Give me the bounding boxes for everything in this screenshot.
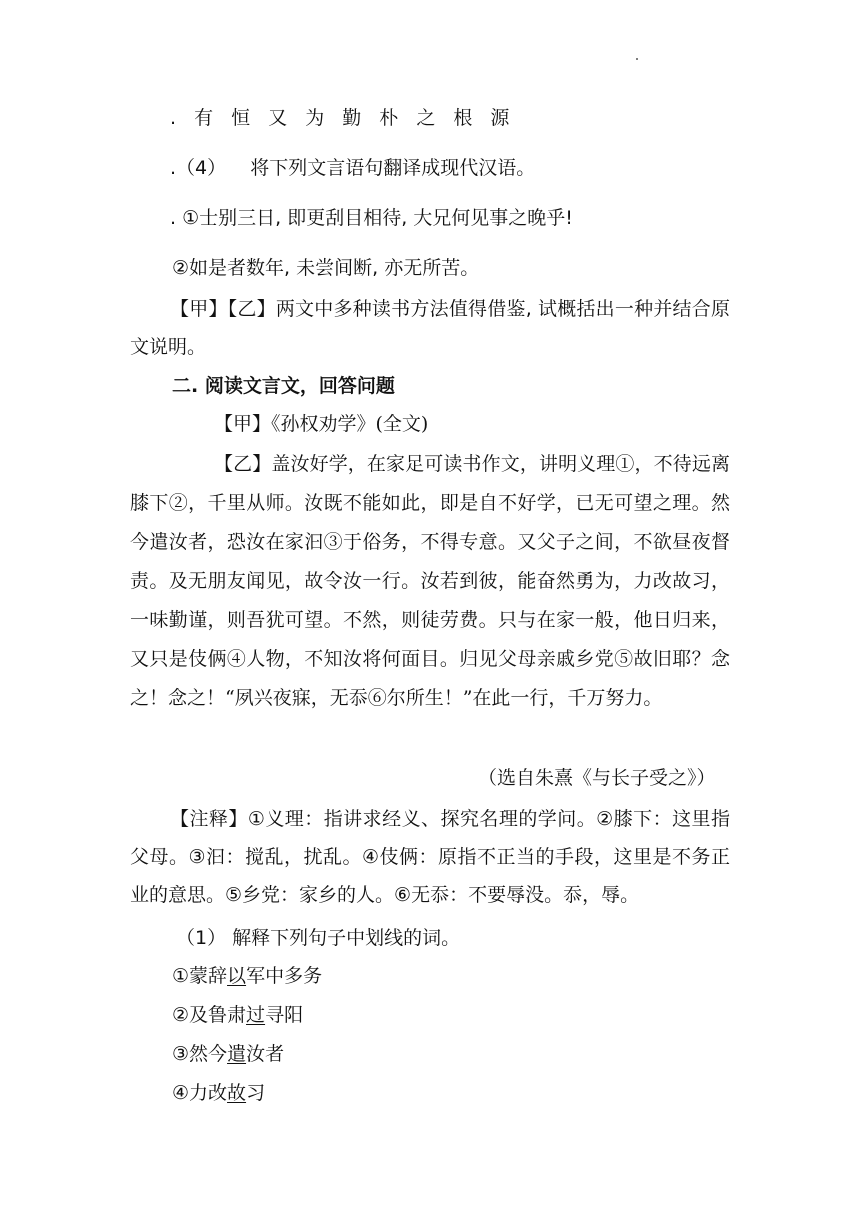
passage-jia-title: 【甲】《孙权劝学》(全文) — [214, 413, 429, 435]
passage-yi-source: （选自朱熹《与长子受之》） — [478, 767, 716, 789]
item-b-post: 寻阳 — [265, 1004, 304, 1026]
question-1-item-c — [172, 1042, 284, 1066]
item-b-underlined-word: 过 — [246, 1004, 266, 1026]
item-d-pre: ④力改 — [172, 1082, 228, 1104]
item-c-post: 汝者 — [246, 1043, 285, 1065]
question-1-heading: （1） 解释下列句子中划线的词。 — [176, 927, 461, 949]
item-b-pre: ②及鲁肃 — [172, 1004, 247, 1026]
question-1-item-a — [172, 964, 322, 988]
question-4-heading — [170, 156, 535, 180]
item-d-post: 习 — [246, 1082, 266, 1104]
item-a-post: 军中多务 — [246, 965, 323, 987]
item-a-underlined-word: 以 — [227, 965, 247, 987]
notes-paragraph: 【注释】①义理：指讲求经义、探究名理的学问。②膝下：这里指父母。③汩：搅乱，扰乱。④伎俩：原指不正当的手段，这里是不务正业的意思。⑤乡党：家乡的人。⑥无忝：不要辱没。忝，辱。 — [130, 808, 730, 906]
translate-sentence-2: ②如是者数年, 未尝间断, 亦无所苦。 — [172, 257, 480, 279]
question-5-text: 【甲】【乙】两文中多种读书方法值得借鉴, 试概括出一种并结合原文说明。 — [130, 298, 730, 358]
item-c-underlined-word: 遣 — [227, 1043, 247, 1065]
item-d-underlined-word: 故 — [227, 1082, 247, 1104]
question-1-item-d — [172, 1081, 265, 1105]
section-2-heading: 二. 阅读文言文，回答问题 — [172, 375, 395, 397]
question-1-item-b — [172, 1003, 303, 1027]
item-a-pre: ①蒙辞 — [172, 965, 228, 987]
stray-dot — [636, 58, 638, 60]
passage-yi-text: 【乙】盖汝好学，在家足可读书作文，讲明义理①，不待远离膝下②，千里从师。汝既不能如此，即是自不好学，已无可望之理。然今遣汝者，恐汝在家汩③于俗务，不得专意。又父子之间，不欲昼夜督责。及无朋友闻见，故令汝一行。汝若到彼，能奋然勇为，力改故习，一味勤谨，则吾犹可望。不然，则徒劳费。只与在家一般，他日归来，又只是伎俩④人物，不知汝将何面目。归见父母亲戚乡党⑤故旧耶？念之！念之！“夙兴夜寐，无忝⑥尔所生！”在此一行，千万努力。 — [130, 453, 730, 709]
translate-sentence-1: . ①士别三日, 即更刮目相待, 大兄何见事之晚乎! — [170, 207, 573, 229]
line-root-of-diligence: . 有 恒 又 为 勤 朴 之 根 源 — [170, 107, 516, 129]
item-c-pre: ③然今 — [172, 1043, 228, 1065]
question-4-number: .（4） — [170, 157, 227, 179]
question-4-text: 将下列文言语句翻译成现代汉语。 — [250, 157, 536, 179]
